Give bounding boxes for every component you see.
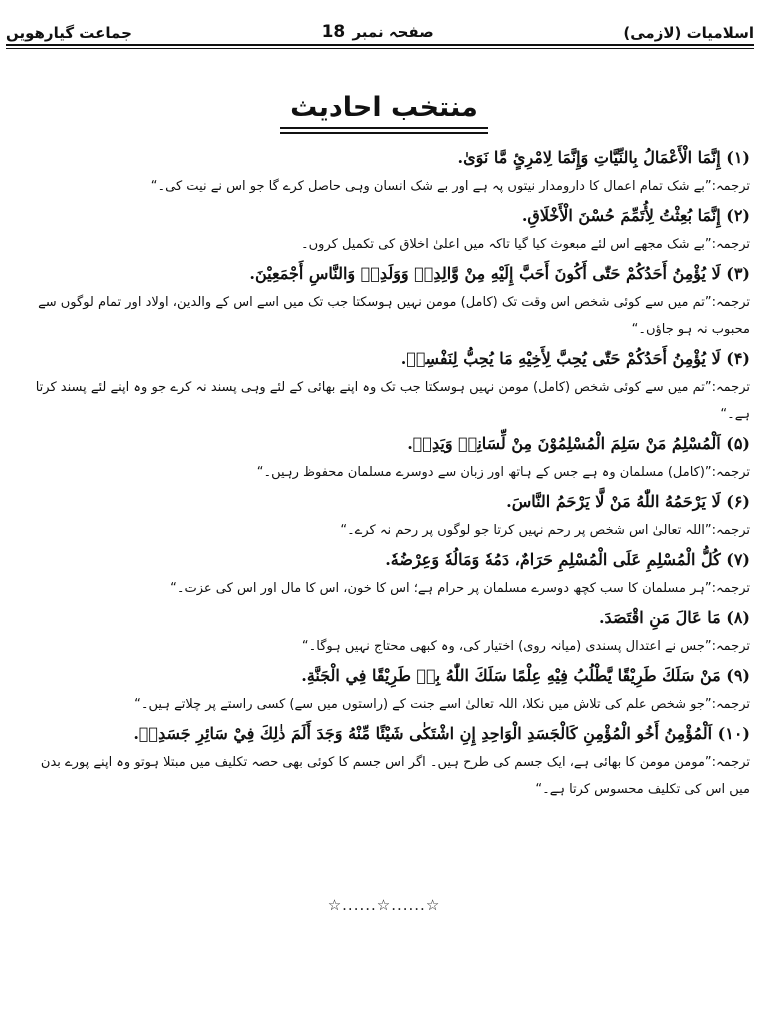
title-area xyxy=(0,92,768,129)
hadith-translation xyxy=(18,231,750,258)
translation-label: ترجمہ: xyxy=(711,639,750,654)
translation-text: ”ہر مسلمان کا سب کچھ دوسرے مسلمان پر حرام ہے؛ اس کا خون، اس کا مال اور اس کی عزت۔“ xyxy=(170,581,712,596)
hadith-translation xyxy=(18,691,750,718)
page-number-label xyxy=(322,22,434,42)
hadith-translation xyxy=(18,749,750,803)
hadith-arabic: (۱) إِنَّمَا الْأَعْمَالُ بِالنِّيَّاتِ وَإِنَّمَا لِامْرِئٍ مَّا نَوَىٰ. xyxy=(457,148,750,167)
translation-text: ”بے شک تمام اعمال کا دارومدار نیتوں پہ ہے اور بے شک انسان وہی حاصل کرے گا جو اس نے نیت کی۔“ xyxy=(150,179,712,194)
page-label: صفحہ نمبر xyxy=(352,23,434,41)
translation-label: ترجمہ: xyxy=(711,237,750,252)
class-name: جماعت گیارھویں xyxy=(6,24,132,42)
translation-label: ترجمہ: xyxy=(711,581,750,596)
hadith-translation xyxy=(18,289,750,343)
book-title: اسلامیات (لازمی) xyxy=(623,24,754,42)
translation-label: ترجمہ: xyxy=(711,380,750,395)
hadith-translation xyxy=(18,459,750,486)
hadith-arabic: (۱۰) اَلْمُؤْمِنُ أَخُو الْمُؤْمِنِ كَالْجَسَدِ الْوَاحِدِ إِنِ اشْتَكٰى شَيْئًا مِّنْهُ وَجَدَ أَلَمَ ذٰلِكَ فِيْ سَائِرِ جَسَدِهٖ. xyxy=(133,724,750,743)
page-header xyxy=(6,8,754,42)
hadith-translation xyxy=(18,173,750,200)
hadith-translation xyxy=(18,374,750,428)
translation-text: ”تم میں سے کوئی شخص (کامل) مومن نہیں ہوسکتا جب تک وہ اپنے بھائی کے لئے وہی پسند نہ کرے جو وہ اپنے لئے پسند کرتا ہے۔“ xyxy=(35,380,750,422)
translation-text: ”بے شک مجھے اس لئے مبعوث کیا گیا تاکہ میں اعلیٰ اخلاق کی تکمیل کروں۔ xyxy=(301,237,712,252)
translation-label: ترجمہ: xyxy=(711,179,750,194)
translation-text: ”اللہ تعالیٰ اس شخص پر رحم نہیں کرتا جو لوگوں پر رحم نہ کرے۔“ xyxy=(340,523,712,538)
hadith-arabic: (۸) مَا عَالَ مَنِ اقْتَصَدَ. xyxy=(598,608,750,627)
hadith-arabic: (۲) إِنَّمَا بُعِثْتُ لِأُتَمِّمَ حُسْنَ الْأَخْلَاقِ. xyxy=(521,206,750,225)
translation-label: ترجمہ: xyxy=(711,295,750,310)
translation-text: ”تم میں سے کوئی شخص اس وقت تک (کامل) مومن نہیں ہوسکتا جب تک میں اسے اس کے والدین، اولاد اور تمام لوگوں سے محبوب نہ ہو جاؤں۔“ xyxy=(38,295,750,337)
header-rule xyxy=(6,44,754,46)
translation-text: ”جو شخص علم کی تلاش میں نکلا، اللہ تعالیٰ اسے جنت کے (راستوں میں سے) کسی راستے پر چلاتے ہیں۔“ xyxy=(134,697,712,712)
hadith-arabic: (۹) مَنْ سَلَكَ طَرِيْقًا يَّطْلُبُ فِيْهِ عِلْمًا سَلَكَ اللّٰهُ بِهٖ طَرِيْقًا فِي الْجَنَّةِ. xyxy=(301,666,750,685)
header-rule-thin xyxy=(6,48,754,49)
hadith-list xyxy=(18,142,750,803)
hadith-arabic: (۴) لَا يُؤْمِنُ أَحَدُكُمْ حَتّٰى يُحِبَّ لِأَخِيْهِ مَا يُحِبُّ لِنَفْسِهٖ. xyxy=(400,349,750,368)
hadith-arabic: (۶) لَا يَرْحَمُهُ اللّٰهُ مَنْ لَّا يَرْحَمُ النَّاسَ. xyxy=(506,492,750,511)
translation-label: ترجمہ: xyxy=(711,465,750,480)
hadith-translation xyxy=(18,633,750,660)
hadith-translation xyxy=(18,517,750,544)
page-number: 18 xyxy=(321,22,346,42)
translation-label: ترجمہ: xyxy=(711,755,750,770)
translation-text: ”جس نے اعتدال پسندی (میانہ روی) اختیار کی، وہ کبھی محتاج نہیں ہوگا۔“ xyxy=(301,639,712,654)
translation-label: ترجمہ: xyxy=(711,523,750,538)
hadith-arabic: (۵) اَلْمُسْلِمُ مَنْ سَلِمَ الْمُسْلِمُوْنَ مِنْ لِّسَانِهٖ وَيَدِهٖ. xyxy=(407,434,750,453)
hadith-arabic: (۳) لَا يُؤْمِنُ أَحَدُكُمْ حَتّٰى أَكُونَ أَحَبَّ إِلَيْهِ مِنْ وَّالِدِهٖ وَوَلَدِهٖ وَالنَّاسِ أَجْمَعِيْنَ. xyxy=(249,264,750,283)
translation-text: ”مومن مومن کا بھائی ہے، ایک جسم کی طرح ہیں۔ اگر اس جسم کا کوئی بھی حصہ تکلیف میں مبتلا ہوتو وہ اپنے پورے بدن میں اس کی تکلیف محسوس کرتا ہے۔“ xyxy=(40,755,750,797)
translation-text: ”(کامل) مسلمان وہ ہے جس کے ہاتھ اور زبان سے دوسرے مسلمان محفوظ رہیں۔“ xyxy=(256,465,712,480)
translation-label: ترجمہ: xyxy=(711,697,750,712)
hadith-translation xyxy=(18,575,750,602)
hadith-arabic: (۷) كُلُّ الْمُسْلِمِ عَلَى الْمُسْلِمِ حَرَامٌ، دَمُهٗ وَمَالُهٗ وَعِرْضُهٗ. xyxy=(385,550,750,569)
ornament-divider: ☆......☆......☆ xyxy=(327,896,441,914)
page-title: منتخب احادیث xyxy=(280,92,488,129)
